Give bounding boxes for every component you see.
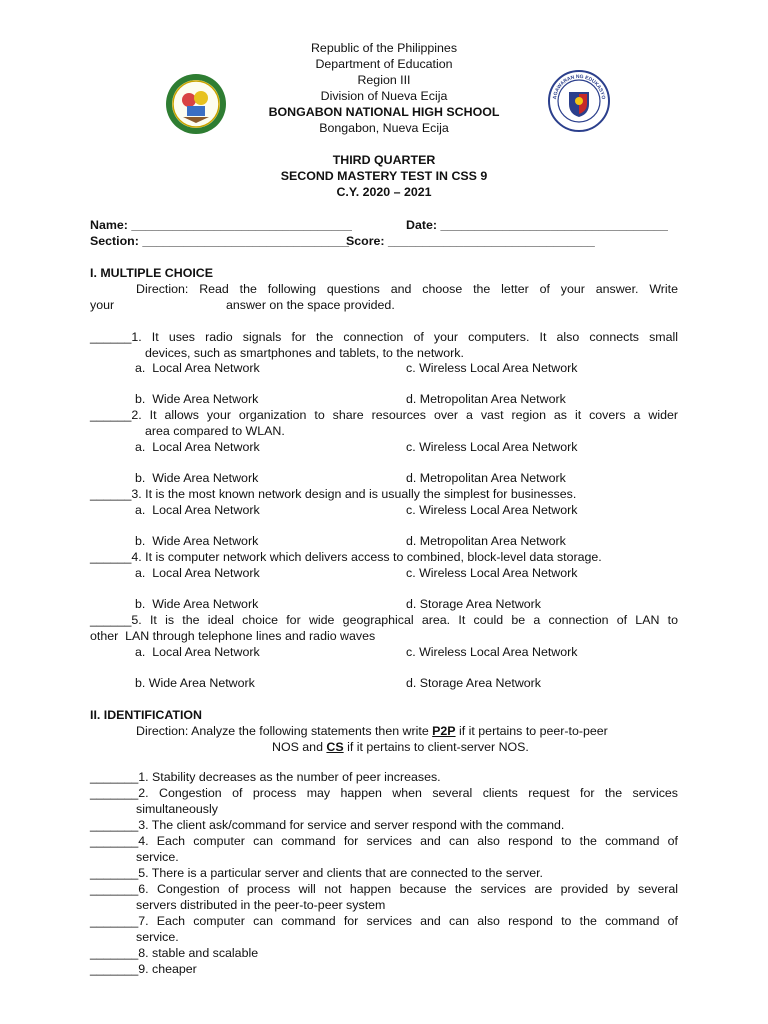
choice-a: a. Local Area Network [135,440,260,454]
question-text: 1. It uses radio signals for the connection of your computers. It also connects small [131,330,678,344]
id-item-7 [90,913,678,929]
score-field[interactable] [346,233,595,249]
statement-text: 9. cheaper [138,962,197,976]
letterhead-department: Department of Education [315,57,453,71]
statement-text-cont: simultaneously [136,802,218,816]
mc-question-3 [90,486,576,502]
question-text: 3. It is the most known network design and is usually the simplest for businesses. [131,487,577,501]
direction-text: Direction: Analyze the following statements then write [136,724,433,738]
name-line: ________________________________ [131,218,352,232]
cs-keyword: CS [326,740,344,754]
part1-direction-line2b: answer on the space provided. [226,298,395,312]
question-text: 2. It allows your organization to share resources over a vast region as it covers a wider [131,408,678,422]
statement-text: 4. Each computer can command for services and can also respond to the command of [138,834,678,848]
test-year: C.Y. 2020 – 2021 [336,185,432,199]
statement-text-cont: service. [136,930,179,944]
choice-b: b. Wide Area Network [135,534,259,548]
choice-d: d. Metropolitan Area Network [406,534,566,548]
mc-question-5 [90,612,678,628]
question-text-cont: devices, such as smartphones and tablets, to the network. [145,346,464,360]
statement-text: 3. The client ask/command for service and server respond with the command. [138,818,565,832]
name-field[interactable] [90,217,352,233]
statement-text: 5. There is a particular server and clients that are connected to the server. [138,866,543,880]
letterhead-division: Division of Nueva Ecija [320,89,448,103]
answer-blank[interactable]: ______ [90,408,132,422]
letterhead-region: Region III [357,73,411,87]
part1-direction-line1: Direction: Read the following questions and choose the letter of your answer. Write [136,282,678,296]
choice-b: b. Wide Area Network [135,676,255,690]
direction-text: if it pertains to peer-to-peer [455,724,608,738]
choice-a: a. Local Area Network [135,566,260,580]
choice-d: d. Storage Area Network [406,676,541,690]
answer-blank[interactable]: _______ [90,818,139,832]
choice-c: c. Wireless Local Area Network [406,566,578,580]
test-title-block [0,152,768,200]
question-text: 4. It is computer network which delivers access to combined, block-level data storage. [131,550,602,564]
choice-a: a. Local Area Network [135,503,260,517]
part1-heading: I. MULTIPLE CHOICE [90,266,213,280]
choice-d: d. Metropolitan Area Network [406,392,566,406]
answer-blank[interactable]: _______ [90,914,139,928]
letterhead-country: Republic of the Philippines [310,41,458,55]
choice-a: a. Local Area Network [135,361,260,375]
choice-c: c. Wireless Local Area Network [406,645,578,659]
part2-direction-line2 [272,739,529,755]
part1-direction-line2a: your [90,298,115,312]
direction-text: if it pertains to client-server NOS. [343,740,529,754]
answer-blank[interactable]: ______ [90,613,132,627]
choice-d: d. Storage Area Network [406,597,541,611]
part2-heading: II. IDENTIFICATION [90,708,202,722]
answer-blank[interactable]: ______ [90,330,132,344]
id-item-1 [90,769,441,785]
choice-b: b. Wide Area Network [135,471,259,485]
date-field[interactable] [406,217,668,233]
letterhead-address: Bongabon, Nueva Ecija [319,121,449,135]
statement-text: 8. stable and scalable [138,946,259,960]
deped-seal-text: AGAWARAN NG EDUKASYO [552,73,606,100]
score-line: ______________________________ [388,234,595,248]
test-title: SECOND MASTERY TEST IN CSS 9 [280,169,488,183]
id-item-6 [90,881,678,897]
answer-blank[interactable]: _______ [90,786,139,800]
date-line: _________________________________ [440,218,668,232]
answer-blank[interactable]: _______ [90,946,139,960]
statement-text: 7. Each computer can command for services and can also respond to the command of [138,914,678,928]
answer-blank[interactable]: _______ [90,866,139,880]
id-item-8 [90,945,258,961]
letterhead-school: BONGABON NATIONAL HIGH SCHOOL [268,105,500,119]
part2-direction-line1 [136,723,608,739]
id-item-9 [90,961,197,977]
section-field[interactable] [90,233,349,249]
section-label: Section: [90,234,143,248]
answer-blank[interactable]: ______ [90,550,132,564]
answer-blank[interactable]: _______ [90,834,139,848]
question-text-cont: other LAN through telephone lines and radio waves [90,629,376,643]
test-quarter: THIRD QUARTER [332,153,436,167]
answer-blank[interactable]: ______ [90,487,132,501]
choice-c: c. Wireless Local Area Network [406,503,578,517]
mc-question-4 [90,549,602,565]
section-line: ______________________________ [142,234,350,248]
answer-blank[interactable]: _______ [90,770,139,784]
statement-text-cont: service. [136,850,179,864]
mc-question-1 [90,329,678,345]
statement-text: 2. Congestion of process may happen when several clients request for the services [138,786,678,800]
choice-a: a. Local Area Network [135,645,260,659]
score-label: Score: [346,234,389,248]
letterhead [0,40,768,136]
statement-text-cont: servers distributed in the peer-to-peer system [136,898,386,912]
statement-text: 6. Congestion of process will not happen because the services are provided by several [138,882,678,896]
id-item-3 [90,817,564,833]
answer-blank[interactable]: _______ [90,962,139,976]
statement-text: 1. Stability decreases as the number of peer increases. [138,770,441,784]
mc-question-2 [90,407,678,423]
choice-b: b. Wide Area Network [135,597,259,611]
answer-blank[interactable]: _______ [90,882,139,896]
choice-d: d. Metropolitan Area Network [406,471,566,485]
id-item-2 [90,785,678,801]
question-text: 5. It is the ideal choice for wide geographical area. It could be a connection of LAN to [131,613,678,627]
date-label: Date: [406,218,441,232]
question-text-cont: area compared to WLAN. [145,424,285,438]
id-item-5 [90,865,543,881]
choice-c: c. Wireless Local Area Network [406,361,578,375]
choice-c: c. Wireless Local Area Network [406,440,578,454]
direction-text: NOS and [272,740,327,754]
id-item-4 [90,833,678,849]
p2p-keyword: P2P [432,724,456,738]
name-label: Name: [90,218,132,232]
choice-b: b. Wide Area Network [135,392,259,406]
